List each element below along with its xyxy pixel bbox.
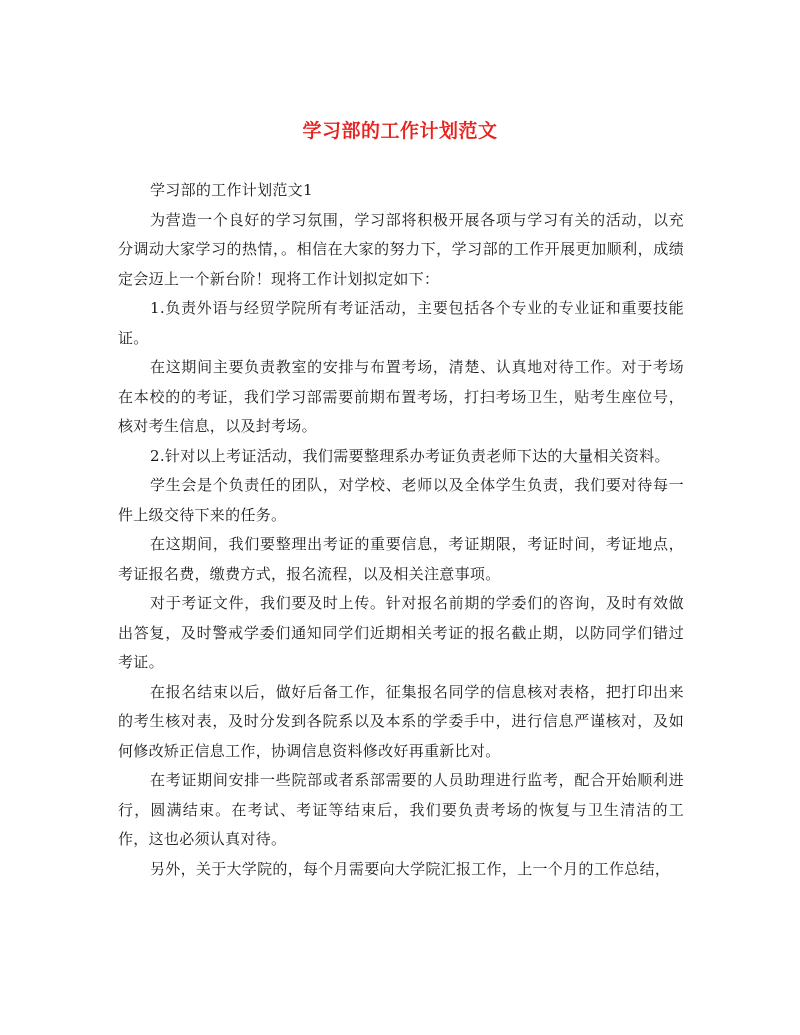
document-title: 学习部的工作计划范文	[302, 120, 498, 142]
document-body	[118, 176, 684, 884]
paragraph-8: 对于考证文件，我们要及时上传。针对报名前期的学委们的咨询，及时有效做出答复，及时警戒学委们通知同学们近期相关考证的报名截止期，以防同学们错过考证。	[118, 594, 684, 671]
paragraph-11: 另外，关于大学院的，每个月需要向大学院汇报工作，上一个月的工作总结，	[150, 859, 671, 878]
paragraph-6: 学生会是个负责任的团队，对学校、老师以及全体学生负责，我们要对待每一件上级交待下来的任务。	[118, 476, 684, 524]
paragraph-10: 在考证期间安排一些院部或者系部需要的人员助理进行监考，配合开始顺利进行，圆满结束。在考试、考证等结束后，我们要负责考场的恢复与卫生清洁的工作，这也必须认真对待。	[118, 771, 684, 848]
paragraph-3: 1.负责外语与经贸学院所有考证活动，主要包括各个专业的专业证和重要技能证。	[118, 299, 684, 347]
paragraph-2: 为营造一个良好的学习氛围，学习部将积极开展各项与学习有关的活动，以充分调动大家学习的热情，。相信在大家的努力下，学习部的工作开展更加顺利，成绩定会迈上一个新台阶！现将工作计划拟定如下：	[118, 210, 684, 288]
paragraph-7: 在这期间，我们要整理出考证的重要信息，考证期限，考证时间，考证地点，考证报名费，缴费方式，报名流程，以及相关注意事项。	[118, 535, 684, 583]
paragraph-9: 在报名结束以后，做好后备工作，征集报名同学的信息核对表格，把打印出来的考生核对表，及时分发到各院系以及本系的学委手中，进行信息严谨核对，及如何修改矫正信息工作，协调信息资料修改好再重新比对。	[118, 682, 684, 760]
paragraph-1: 学习部的工作计划范文1	[150, 181, 313, 199]
paragraph-5: 2.针对以上考证活动，我们需要整理系办考证负责老师下达的大量相关资料。	[150, 446, 670, 465]
paragraph-4: 在这期间主要负责教室的安排与布置考场，清楚、认真地对待工作。对于考场在本校的的考证，我们学习部需要前期布置考场，打扫考场卫生，贴考生座位号，核对考生信息，以及封考场。	[118, 358, 684, 435]
